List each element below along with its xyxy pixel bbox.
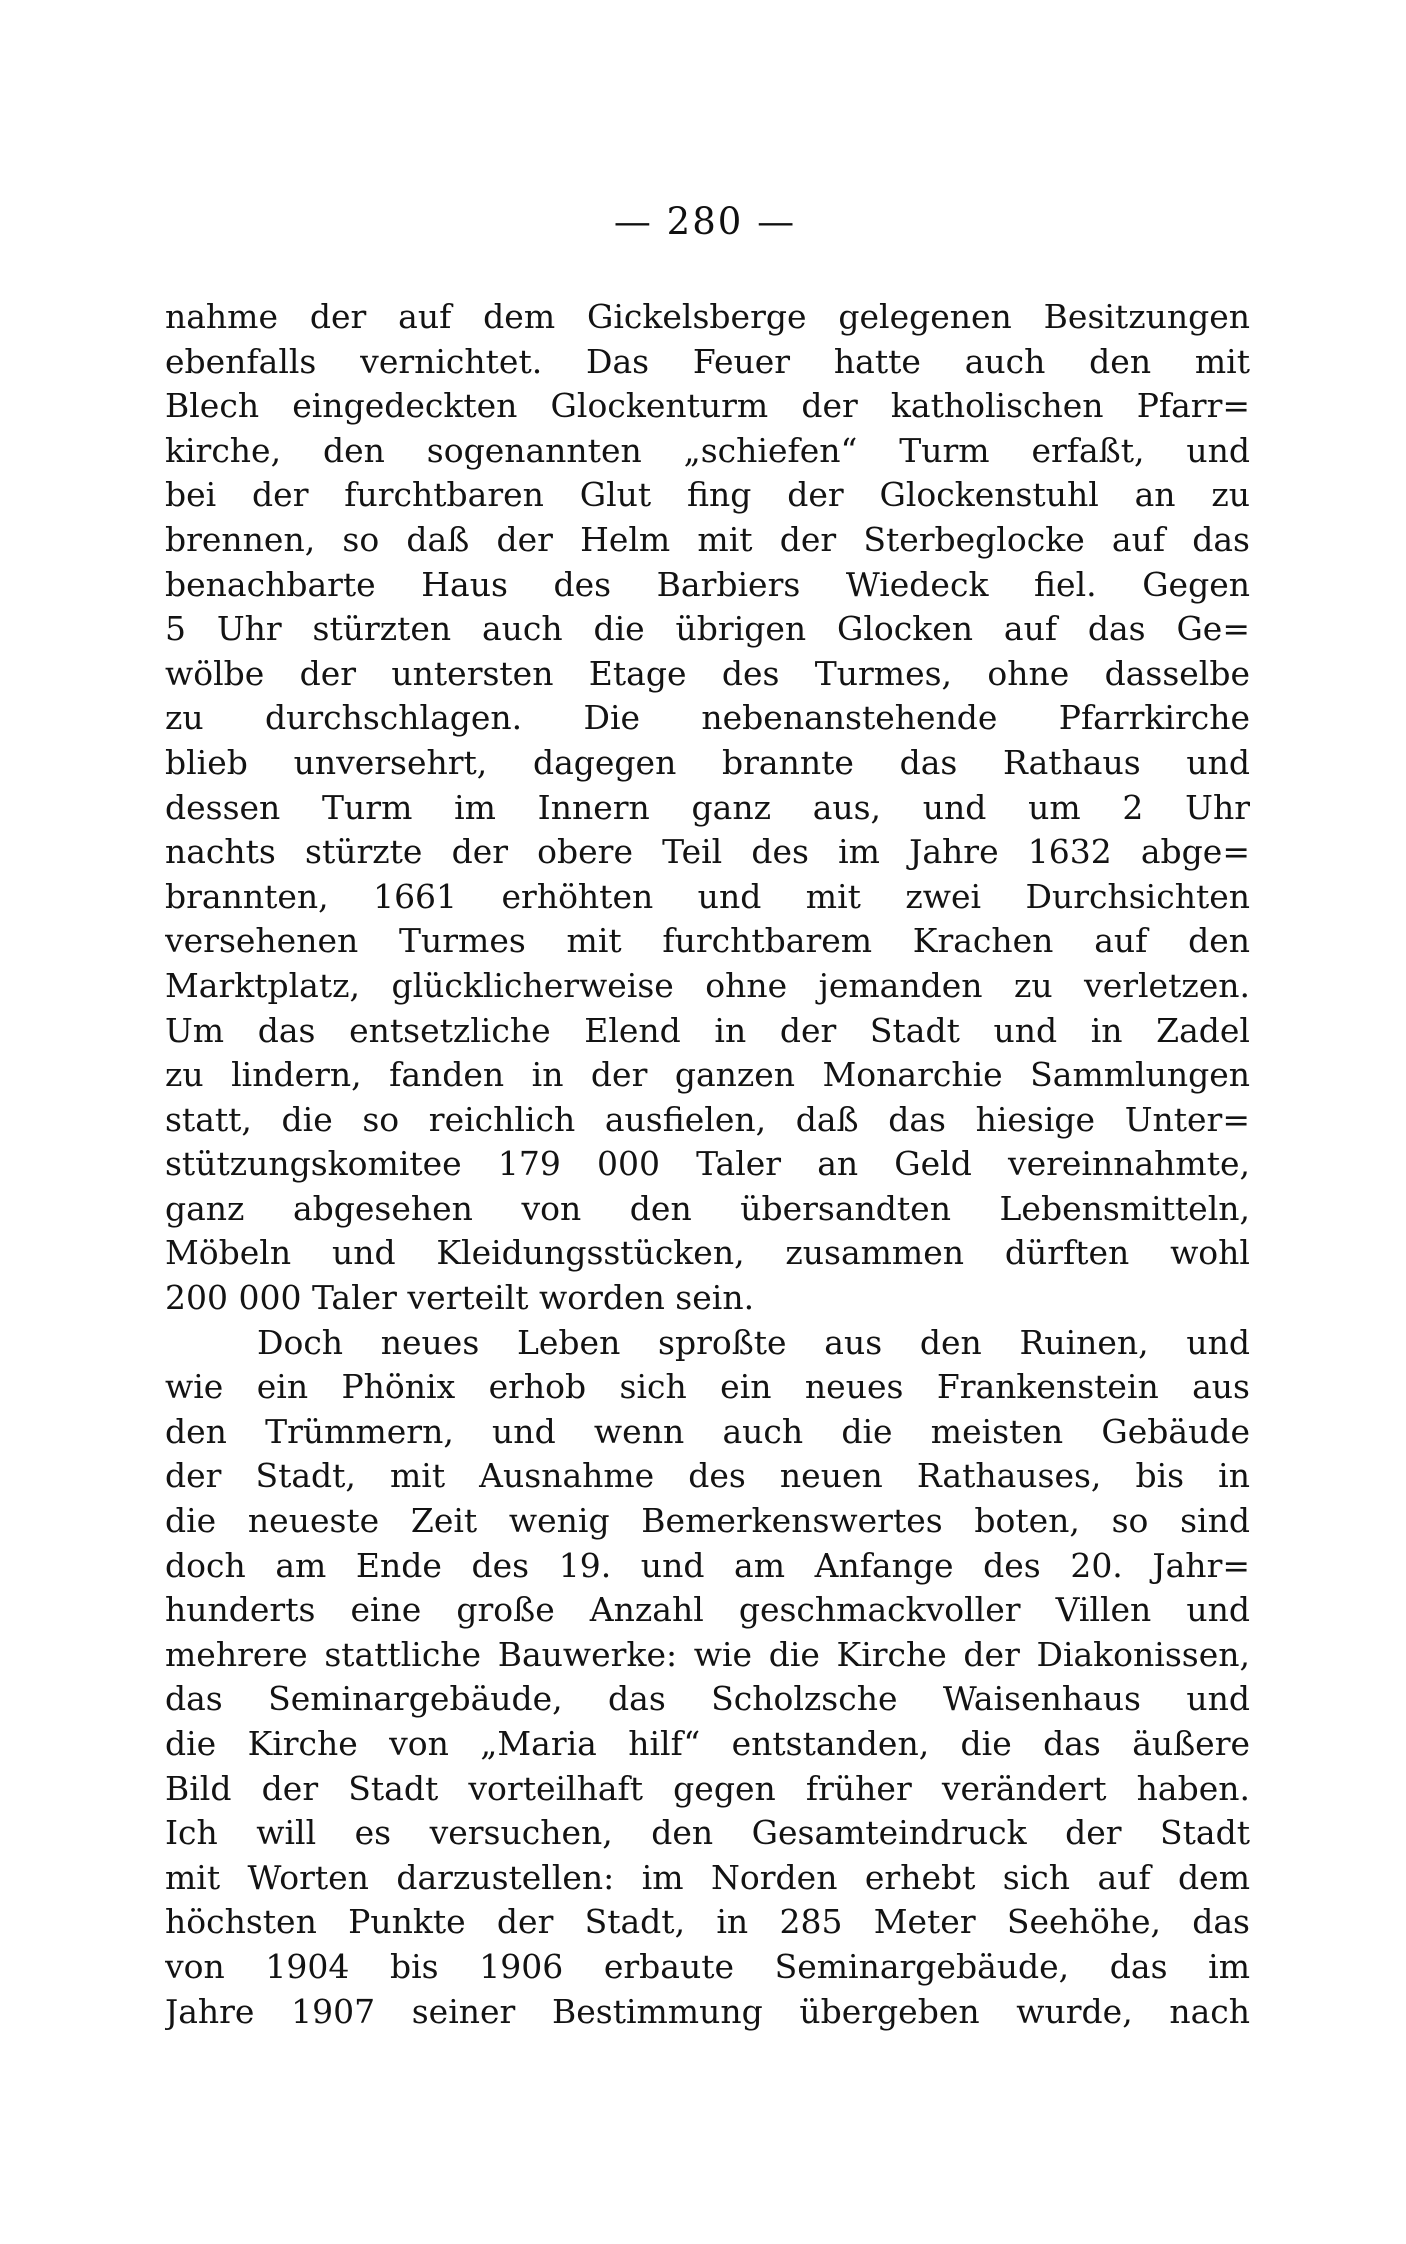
text-line: den Trümmern, und wenn auch die meisten Gebäude [165, 1411, 1250, 1451]
text-line: zu durchschlagen. Die nebenanstehende Pfarrkirche [165, 698, 1250, 738]
text-line: bei der furchtbaren Glut fing der Glockenstuhl an zu [165, 475, 1250, 515]
text-line: die neueste Zeit wenig Bemerkenswertes boten, so sind [165, 1501, 1250, 1541]
text-line: Blech eingedeckten Glockenturm der katholischen Pfarr= [165, 386, 1250, 426]
text-line: nachts stürzte der obere Teil des im Jahre 1632 abge= [165, 832, 1250, 872]
text-line: mit Worten darzustellen: im Norden erhebt sich auf dem [165, 1857, 1250, 1897]
text-line: brannten, 1661 erhöhten und mit zwei Durchsichten [165, 876, 1250, 916]
text-line: die Kirche von „Maria hilf“ entstanden, die das äußere [165, 1724, 1250, 1763]
text-line: ganz abgesehen von den übersandten Lebensmitteln, [165, 1188, 1250, 1228]
text-line: Marktplatz, glücklicherweise ohne jemanden zu verletzen. [165, 965, 1250, 1005]
text-line: von 1904 bis 1906 erbaute Seminargebäude, das im [165, 1946, 1250, 1986]
text-line: ebenfalls vernichtet. Das Feuer hatte auch den mit [165, 341, 1250, 381]
text-line: hunderts eine große Anzahl geschmackvoller Villen und [165, 1590, 1250, 1630]
text-line: Um das entsetzliche Elend in der Stadt und in Zadel [165, 1010, 1250, 1050]
text-line: benachbarte Haus des Barbiers Wiedeck fiel. Gegen [165, 564, 1250, 604]
text-line: Jahre 1907 seiner Bestimmung übergeben wurde, nach [165, 1991, 1250, 2031]
text-line: höchsten Punkte der Stadt, in 285 Meter Seehöhe, das [165, 1902, 1250, 1942]
text-line: mehrere stattliche Bauwerke: wie die Kirche der Diakonissen, [165, 1634, 1250, 1674]
text-line: statt, die so reichlich ausfielen, daß das hiesige Unter= [165, 1099, 1250, 1139]
page-number: — 280 — [613, 200, 797, 243]
text-line: 5 Uhr stürzten auch die übrigen Glocken auf das Ge= [165, 609, 1250, 649]
text-line: der Stadt, mit Ausnahme des neuen Rathauses, bis in [165, 1456, 1250, 1496]
text-line: blieb unversehrt, dagegen brannte das Rathaus und [165, 742, 1250, 782]
text-line: wölbe der untersten Etage des Turmes, ohne dasselbe [165, 653, 1250, 693]
text-block [165, 295, 1250, 2034]
text-line: versehenen Turmes mit furchtbarem Krachen auf den [165, 921, 1250, 961]
text-line: das Seminargebäude, das Scholzsche Waisenhaus und [165, 1679, 1250, 1719]
text-line: stützungskomitee 179 000 Taler an Geld vereinnahmte, [165, 1144, 1250, 1184]
text-line: Doch neues Leben sproßte aus den Ruinen, und [257, 1322, 1250, 1362]
text-line: 200 000 Taler verteilt worden sein. [165, 1278, 755, 1318]
text-line: nahme der auf dem Gickelsberge gelegenen Besitzungen [165, 297, 1250, 336]
text-line: dessen Turm im Innern ganz aus, und um 2 Uhr [165, 787, 1250, 827]
text-line: doch am Ende des 19. und am Anfange des 20. Jahr= [165, 1545, 1250, 1585]
text-line: Bild der Stadt vorteilhaft gegen früher verändert haben. [165, 1768, 1250, 1808]
text-line: Ich will es versuchen, den Gesamteindruck der Stadt [165, 1813, 1250, 1853]
text-line: zu lindern, fanden in der ganzen Monarchie Sammlungen [165, 1055, 1250, 1095]
text-line: brennen, so daß der Helm mit der Sterbeglocke auf das [165, 519, 1250, 559]
text-line: wie ein Phönix erhob sich ein neues Frankenstein aus [165, 1367, 1250, 1407]
text-line: Möbeln und Kleidungsstücken, zusammen dürften wohl [165, 1233, 1250, 1273]
text-line: kirche, den sogenannten „schiefen“ Turm erfaßt, und [165, 430, 1250, 470]
